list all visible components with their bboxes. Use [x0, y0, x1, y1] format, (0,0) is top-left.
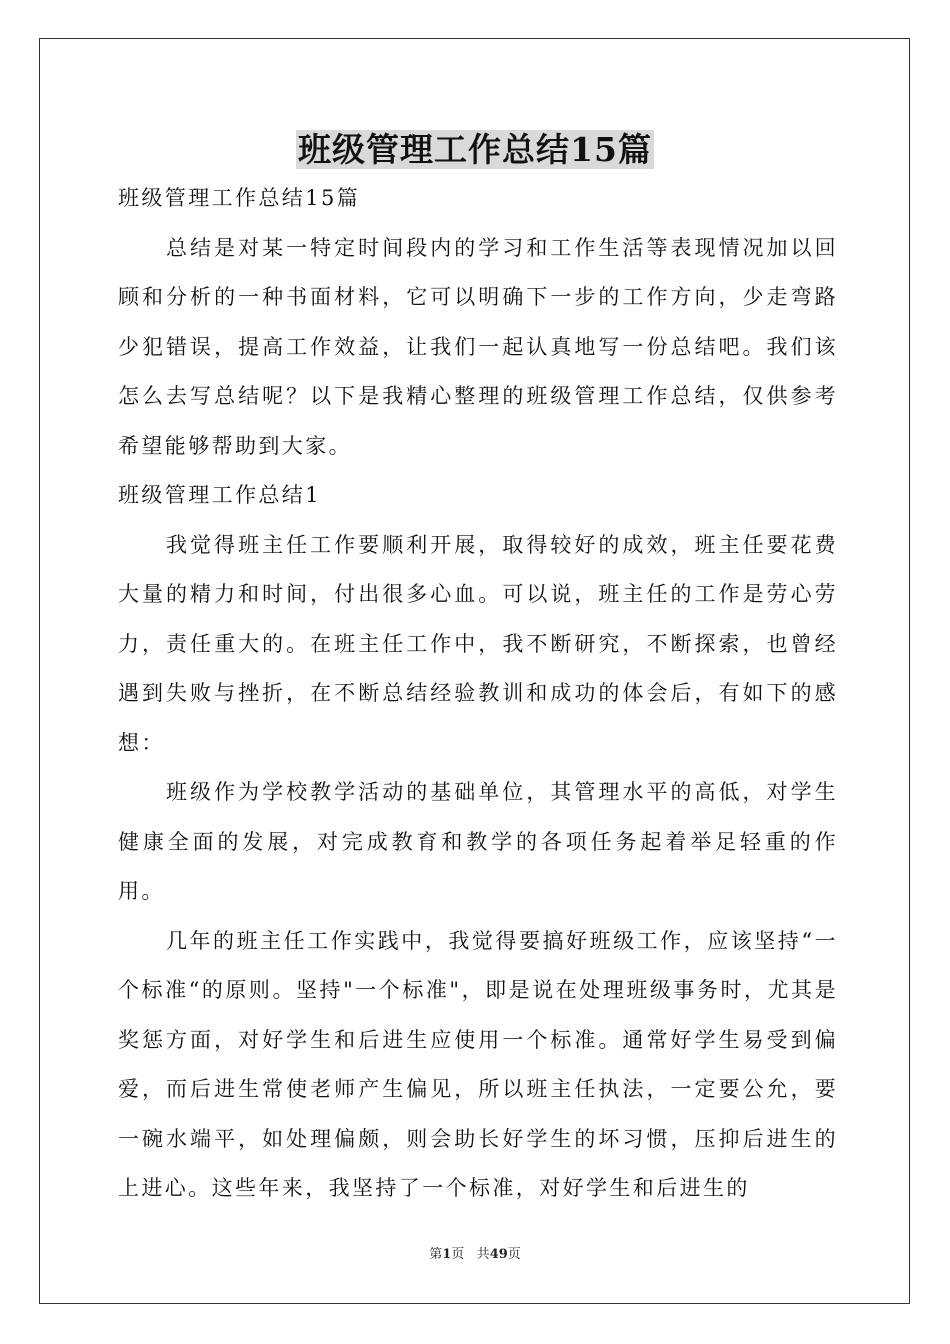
- footer-page-number: 1: [442, 1247, 452, 1262]
- paragraph-section1-a: 我觉得班主任工作要顺利开展，取得较好的成效，班主任要花费大量的精力和时间，付出很多心血。可以说，班主任的工作是劳心劳力，责任重大的。在班主任工作中，我不断研究，不断探索，也曾经遇到失败与挫折，在不断总结经验教训和成功的体会后，有如下的感想：: [118, 532, 838, 755]
- page-footer: [0, 1246, 950, 1264]
- footer-total-suffix: 页: [507, 1247, 521, 1262]
- paragraph-section1-b: 班级作为学校教学活动的基础单位，其管理水平的高低，对学生健康全面的发展，对完成教育和教学的各项任务起着举足轻重的作用。: [118, 780, 838, 903]
- section-heading-1: 班级管理工作总结1: [118, 483, 321, 507]
- footer-total-prefix: 共: [476, 1247, 490, 1262]
- footer-page-prefix: 第: [429, 1247, 443, 1262]
- document-subtitle: 班级管理工作总结15篇: [118, 186, 361, 210]
- footer-total-pages: 49: [489, 1247, 508, 1262]
- paragraph-intro: 总结是对某一特定时间段内的学习和工作生活等表现情况加以回顾和分析的一种书面材料，它可以明确下一步的工作方向，少走弯路少犯错误，提高工作效益，让我们一起认真地写一份总结吧。我们该怎么去写总结呢？以下是我精心整理的班级管理工作总结，仅供参考希望能够帮助到大家。: [118, 235, 838, 458]
- paragraph-section1-c: 几年的班主任工作实践中，我觉得要搞好班级工作，应该坚持“一个标准“的原则。坚持"一个标准"，即是说在处理班级事务时，尤其是奖惩方面，对好学生和后进生应使用一个标准。通常好学生易受到偏爱，而后进生常使老师产生偏见，所以班主任执法，一定要公允，要一碗水端平，如处理偏颇，则会助长好学生的坏习惯，压抑后进生的上进心。这些年来，我坚持了一个标准，对好学生和后进生的: [118, 928, 838, 1200]
- footer-page-suffix: 页: [451, 1247, 465, 1262]
- document-body: [118, 174, 838, 1214]
- document-title-text: 班级管理工作总结15篇: [298, 130, 652, 169]
- document-title: [0, 126, 950, 174]
